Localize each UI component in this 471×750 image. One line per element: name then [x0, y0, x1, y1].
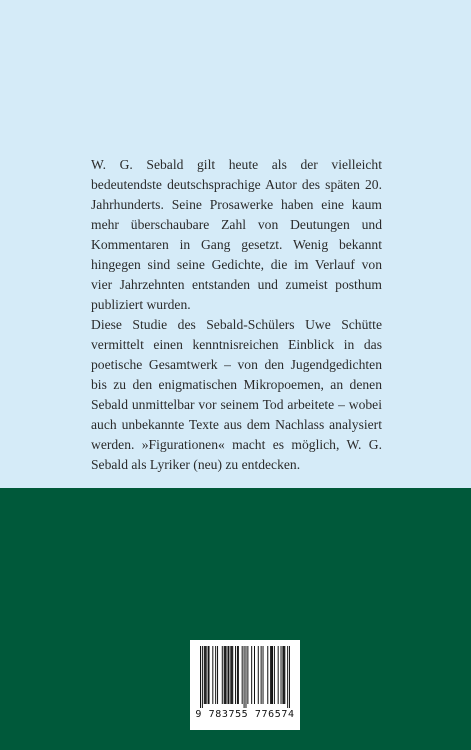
barcode-bar [284, 646, 285, 704]
barcode-bar [244, 646, 245, 708]
barcode-bar [204, 646, 205, 704]
isbn-digits: 9 783755 776574 [195, 709, 295, 720]
barcode-bar [235, 646, 236, 704]
barcode-bar [272, 646, 273, 704]
blurb-paragraph-2: Diese Studie des Sebald-Schülers Uwe Schütte vermittelt einen kenntnisreichen Einblick in das poetische Gesamtwerk – von den Jugendgedichten bis zu den enigmatischen Mikropoemen, an denen Sebald unmittelbar vor seinem Tod arbeitete – wobei auch unbekannte Texte aus dem Nachlass analysiert werden. »Figurationen« macht es möglich, W. G. Sebald als Lyriker (neu) zu entdecken. [91, 317, 382, 472]
barcode-bar [278, 646, 279, 704]
barcode-bar [206, 646, 207, 704]
barcode-bar [271, 646, 272, 704]
blurb-paragraph-1: W. G. Sebald gilt heute als der vielleicht bedeutendste deutschsprachige Autor des späten 20. Jahrhunderts. Seine Prosawerke haben eine kaum mehr überschaubare Zahl von Deutungen und Kommentaren in Gang gesetzt. Wenig bekannt hingegen sind seine Gedichte, die im Verlauf von vier Jahrzehnten entstanden und zumeist posthum publiziert wurden. [91, 157, 382, 312]
barcode-bar [227, 646, 228, 704]
barcode-bar [282, 646, 283, 704]
barcode-bar [202, 646, 203, 708]
barcode-bar [287, 646, 288, 708]
barcode-bar [270, 646, 271, 704]
isbn-barcode [190, 640, 300, 730]
barcode-bar [274, 646, 275, 704]
barcode-bar [267, 646, 268, 704]
barcode-bars [200, 646, 290, 708]
barcode-bar [281, 646, 282, 704]
barcode-bar [225, 646, 226, 704]
barcode-bar [242, 646, 243, 704]
barcode-bar [228, 646, 229, 704]
barcode-bar [258, 646, 259, 704]
barcode-bar [230, 646, 231, 704]
back-cover-blurb [91, 155, 382, 475]
barcode-bar [232, 646, 233, 704]
barcode-bar [231, 646, 232, 704]
barcode-bar [200, 646, 201, 708]
barcode-bar [245, 646, 246, 708]
barcode-bar [247, 646, 248, 704]
barcode-bar [222, 646, 223, 704]
barcode-bar [217, 646, 218, 704]
barcode-bar [205, 646, 206, 704]
barcode-bar [261, 646, 262, 704]
barcode-bar [208, 646, 209, 704]
barcode-bar [254, 646, 255, 704]
barcode-bar [251, 646, 252, 704]
barcode-bar [283, 646, 284, 704]
barcode-bar [238, 646, 239, 704]
barcode-bar [209, 646, 210, 704]
barcode-bar [226, 646, 227, 704]
barcode-bar [263, 646, 264, 704]
barcode-bar [215, 646, 216, 704]
barcode-bar [212, 646, 213, 704]
barcode-bar [224, 646, 225, 704]
barcode-bar [289, 646, 290, 708]
barcode-bar [237, 646, 238, 704]
